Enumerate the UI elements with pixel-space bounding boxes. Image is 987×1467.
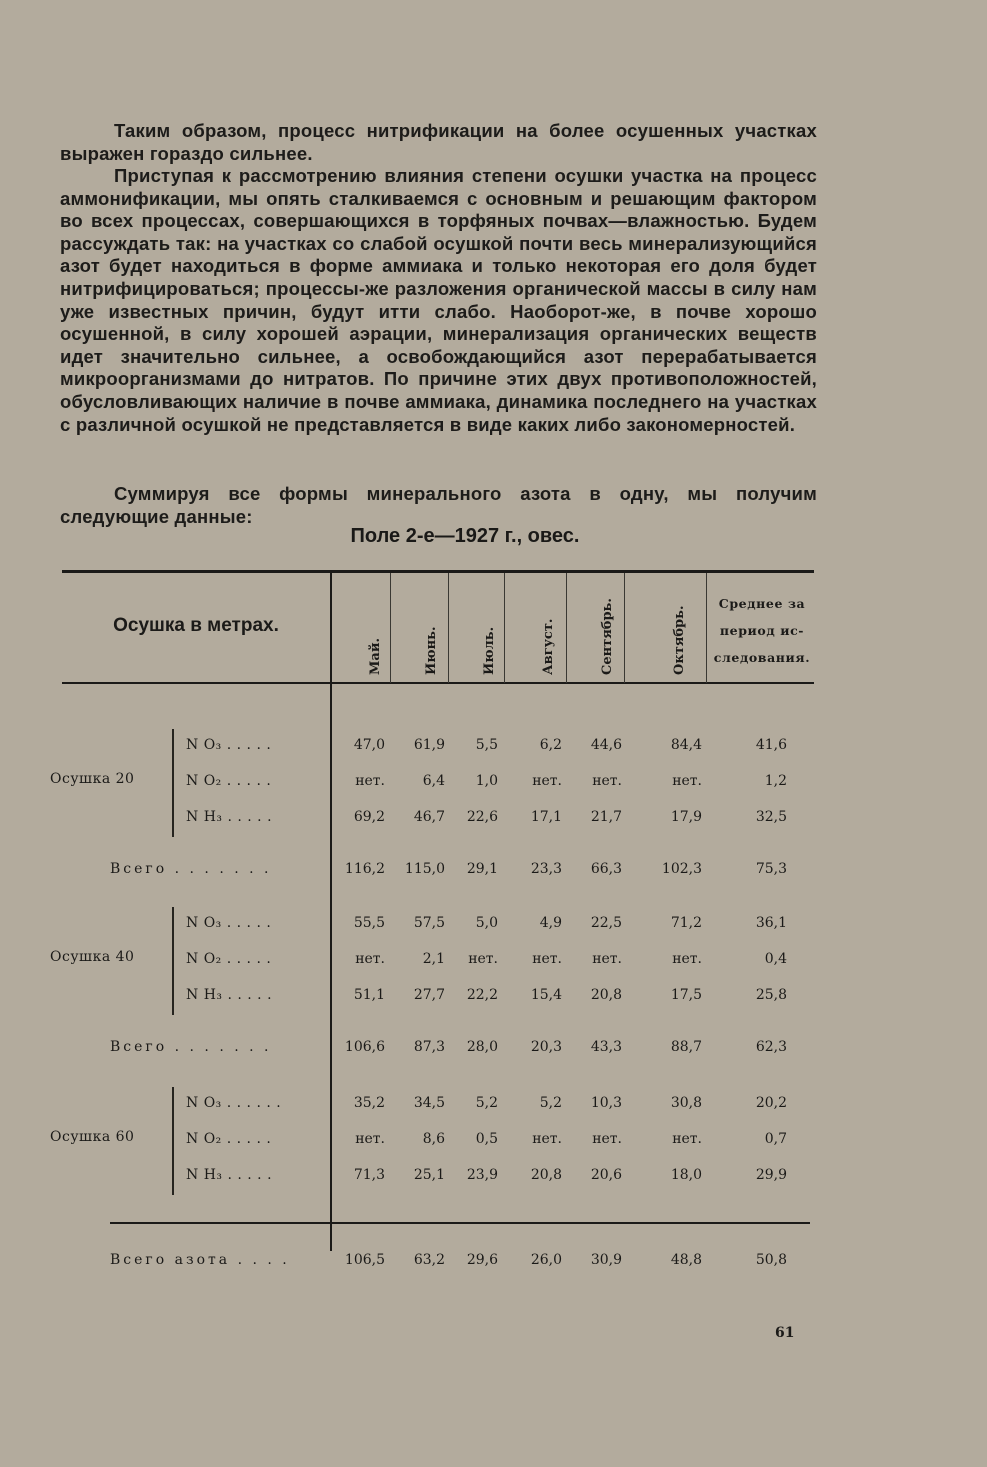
- table-cell: 41,6: [755, 737, 787, 753]
- column-header-month: Июль.: [482, 626, 497, 675]
- table-cell: 32,5: [755, 809, 787, 825]
- paragraph-3: Суммируя все формы минерального азота в одну, мы получим следующие данные:: [60, 483, 817, 527]
- table-cell: 69,2: [353, 809, 385, 825]
- column-header-average: [712, 590, 812, 671]
- table-cell: 66,3: [590, 861, 622, 877]
- column-header-drainage: Осушка в метрах.: [113, 615, 279, 636]
- table-cell: 1,2: [764, 773, 787, 789]
- table-cell: нет.: [592, 1131, 622, 1147]
- table-cell: 6,2: [539, 737, 562, 753]
- column-header-month: Октябрь.: [672, 605, 687, 675]
- table-cell: 51,1: [353, 987, 385, 1003]
- row-label: N H₃ . . . . .: [186, 987, 273, 1003]
- table-cell: 4,9: [539, 915, 562, 931]
- table-cell: 106,5: [344, 1252, 385, 1268]
- table-cell: 34,5: [413, 1095, 445, 1111]
- total-row-label: Всего . . . . . . .: [110, 1039, 272, 1055]
- table-cell: 10,3: [590, 1095, 622, 1111]
- table-cell: нет.: [672, 1131, 702, 1147]
- table-cell: 18,0: [670, 1167, 702, 1183]
- table-cell: 17,1: [530, 809, 562, 825]
- total-row-label: Всего . . . . . . .: [110, 861, 272, 877]
- table-cell: 29,6: [466, 1252, 498, 1268]
- table-cell: 62,3: [755, 1039, 787, 1055]
- avg-header-line-2: период ис-: [719, 623, 805, 638]
- table-cell: 22,2: [466, 987, 498, 1003]
- row-label: N O₂ . . . . .: [186, 1131, 272, 1147]
- table-title: Поле 2-е—1927 г., овес.: [350, 525, 580, 547]
- table-cell: 30,8: [670, 1095, 702, 1111]
- table-cell: 116,2: [344, 861, 385, 877]
- table-cell: 5,2: [539, 1095, 562, 1111]
- table-cell: 57,5: [413, 915, 445, 931]
- table-cell: 20,8: [590, 987, 622, 1003]
- table-cell: 20,3: [530, 1039, 562, 1055]
- table-cell: 106,6: [344, 1039, 385, 1055]
- table-cell: 115,0: [404, 861, 445, 877]
- column-separator: [390, 573, 391, 683]
- table-cell: 87,3: [413, 1039, 445, 1055]
- table-cell: 6,4: [422, 773, 445, 789]
- table-cell: 75,3: [755, 861, 787, 877]
- table-cell: 63,2: [413, 1252, 445, 1268]
- column-header-month: Август.: [541, 618, 556, 675]
- table-cell: 30,9: [590, 1252, 622, 1268]
- row-label: N H₃ . . . . .: [186, 1167, 273, 1183]
- table-cell: 20,2: [755, 1095, 787, 1111]
- table-cell: 0,5: [475, 1131, 498, 1147]
- avg-header-line-1: Среднее за: [718, 596, 806, 611]
- table-cell: нет.: [532, 1131, 562, 1147]
- table-cell: нет.: [355, 951, 385, 967]
- table-cell: 46,7: [413, 809, 445, 825]
- table-cell: 48,8: [670, 1252, 702, 1268]
- table-cell: нет.: [592, 951, 622, 967]
- column-header-month: Май.: [368, 638, 383, 675]
- table-cell: нет.: [355, 1131, 385, 1147]
- table-cell: 27,7: [413, 987, 445, 1003]
- page-number: 61: [775, 1325, 795, 1341]
- row-label: N O₃ . . . . .: [186, 737, 272, 753]
- table-cell: 29,9: [755, 1167, 787, 1183]
- paragraph-2: Приступая к рассмотрению влияния степени осушки участка на процесс аммонификации, мы опять сталкиваемся с основным и решающим фактором во всех процессах, совершающихся в торфяных почвах—влажностью. Будем рассуждать так: на участках со слабой осушкой почти весь минерализующийся азот будет находиться в форме аммиака и только некоторая его доля будет нитрифицироваться; процессы-же разложения органической массы в силу нам уже известных причин, будут итти слабо. Наоборот-же, в почве хорошо осушенной, в силу хорошей аэрации, минерализация органических веществ идет значительно сильнее, а освобождающийся азот перерабатывается микроорганизмами до нитратов. По причине этих двух противоположностей, обусловливающих наличие в почве аммиака, динамика последнего на участках с различной осушкой не представляется в виде каких либо закономерностей.: [60, 165, 817, 435]
- table-cell: 0,7: [764, 1131, 787, 1147]
- table-cell: 84,4: [670, 737, 702, 753]
- table-cell: нет.: [532, 951, 562, 967]
- table-cell: 55,5: [353, 915, 385, 931]
- column-separator: [566, 573, 567, 683]
- column-separator: [448, 573, 449, 683]
- group-label: Осушка 40: [50, 949, 135, 965]
- table-cell: 50,8: [755, 1252, 787, 1268]
- table-cell: 1,0: [475, 773, 498, 789]
- table-cell: 29,1: [466, 861, 498, 877]
- row-label: N O₂ . . . . .: [186, 951, 272, 967]
- group-bracket: [172, 1087, 174, 1195]
- column-separator: [624, 573, 625, 683]
- table-cell: 17,5: [670, 987, 702, 1003]
- table-cell: 44,6: [590, 737, 622, 753]
- column-header-month: Сентябрь.: [600, 598, 615, 675]
- group-bracket: [172, 729, 174, 837]
- table-cell: 8,6: [422, 1131, 445, 1147]
- table-cell: 28,0: [466, 1039, 498, 1055]
- table-top-rule: [62, 570, 814, 573]
- row-label: N O₂ . . . . .: [186, 773, 272, 789]
- table-cell: 25,1: [413, 1167, 445, 1183]
- table-cell: 0,4: [764, 951, 787, 967]
- row-label: N O₃ . . . . .: [186, 915, 272, 931]
- table-header-rule: [62, 682, 814, 684]
- table-cell: 43,3: [590, 1039, 622, 1055]
- table-cell: 15,4: [530, 987, 562, 1003]
- grand-total-label: Всего азота . . . .: [110, 1252, 290, 1268]
- table-cell: 35,2: [353, 1095, 385, 1111]
- table-cell: 5,0: [475, 915, 498, 931]
- group-label: Осушка 20: [50, 771, 135, 787]
- paragraph-1: Таким образом, процесс нитрификации на более осушенных участках выражен гораздо сильнее.: [60, 120, 817, 164]
- table-cell: 21,7: [590, 809, 622, 825]
- group-bracket: [172, 907, 174, 1015]
- table-cell: 23,3: [530, 861, 562, 877]
- table-cell: 20,8: [530, 1167, 562, 1183]
- table-cell: нет.: [532, 773, 562, 789]
- column-header-month: Июнь.: [424, 626, 439, 675]
- table-cell: 36,1: [755, 915, 787, 931]
- table-cell: нет.: [355, 773, 385, 789]
- table-cell: нет.: [468, 951, 498, 967]
- table-cell: 5,2: [475, 1095, 498, 1111]
- table-cell: 102,3: [661, 861, 702, 877]
- table-cell: 25,8: [755, 987, 787, 1003]
- table-cell: 71,3: [353, 1167, 385, 1183]
- column-separator: [330, 573, 332, 1251]
- table-cell: нет.: [672, 773, 702, 789]
- row-label: N O₃ . . . . . .: [186, 1095, 282, 1111]
- table-cell: 22,6: [466, 809, 498, 825]
- column-separator: [706, 573, 707, 683]
- avg-header-line-3: следования.: [713, 650, 811, 665]
- group-label: Осушка 60: [50, 1129, 135, 1145]
- table-cell: 47,0: [353, 737, 385, 753]
- table-cell: 5,5: [475, 737, 498, 753]
- table-cell: 71,2: [670, 915, 702, 931]
- table-cell: 22,5: [590, 915, 622, 931]
- table-cell: 20,6: [590, 1167, 622, 1183]
- column-separator: [504, 573, 505, 683]
- table-cell: 23,9: [466, 1167, 498, 1183]
- table-cell: 88,7: [670, 1039, 702, 1055]
- table-cell: нет.: [592, 773, 622, 789]
- table-cell: 2,1: [422, 951, 445, 967]
- table-cell: нет.: [672, 951, 702, 967]
- table-bottom-rule: [110, 1222, 810, 1224]
- table-cell: 17,9: [670, 809, 702, 825]
- table-cell: 61,9: [413, 737, 445, 753]
- row-label: N H₃ . . . . .: [186, 809, 273, 825]
- table-cell: 26,0: [530, 1252, 562, 1268]
